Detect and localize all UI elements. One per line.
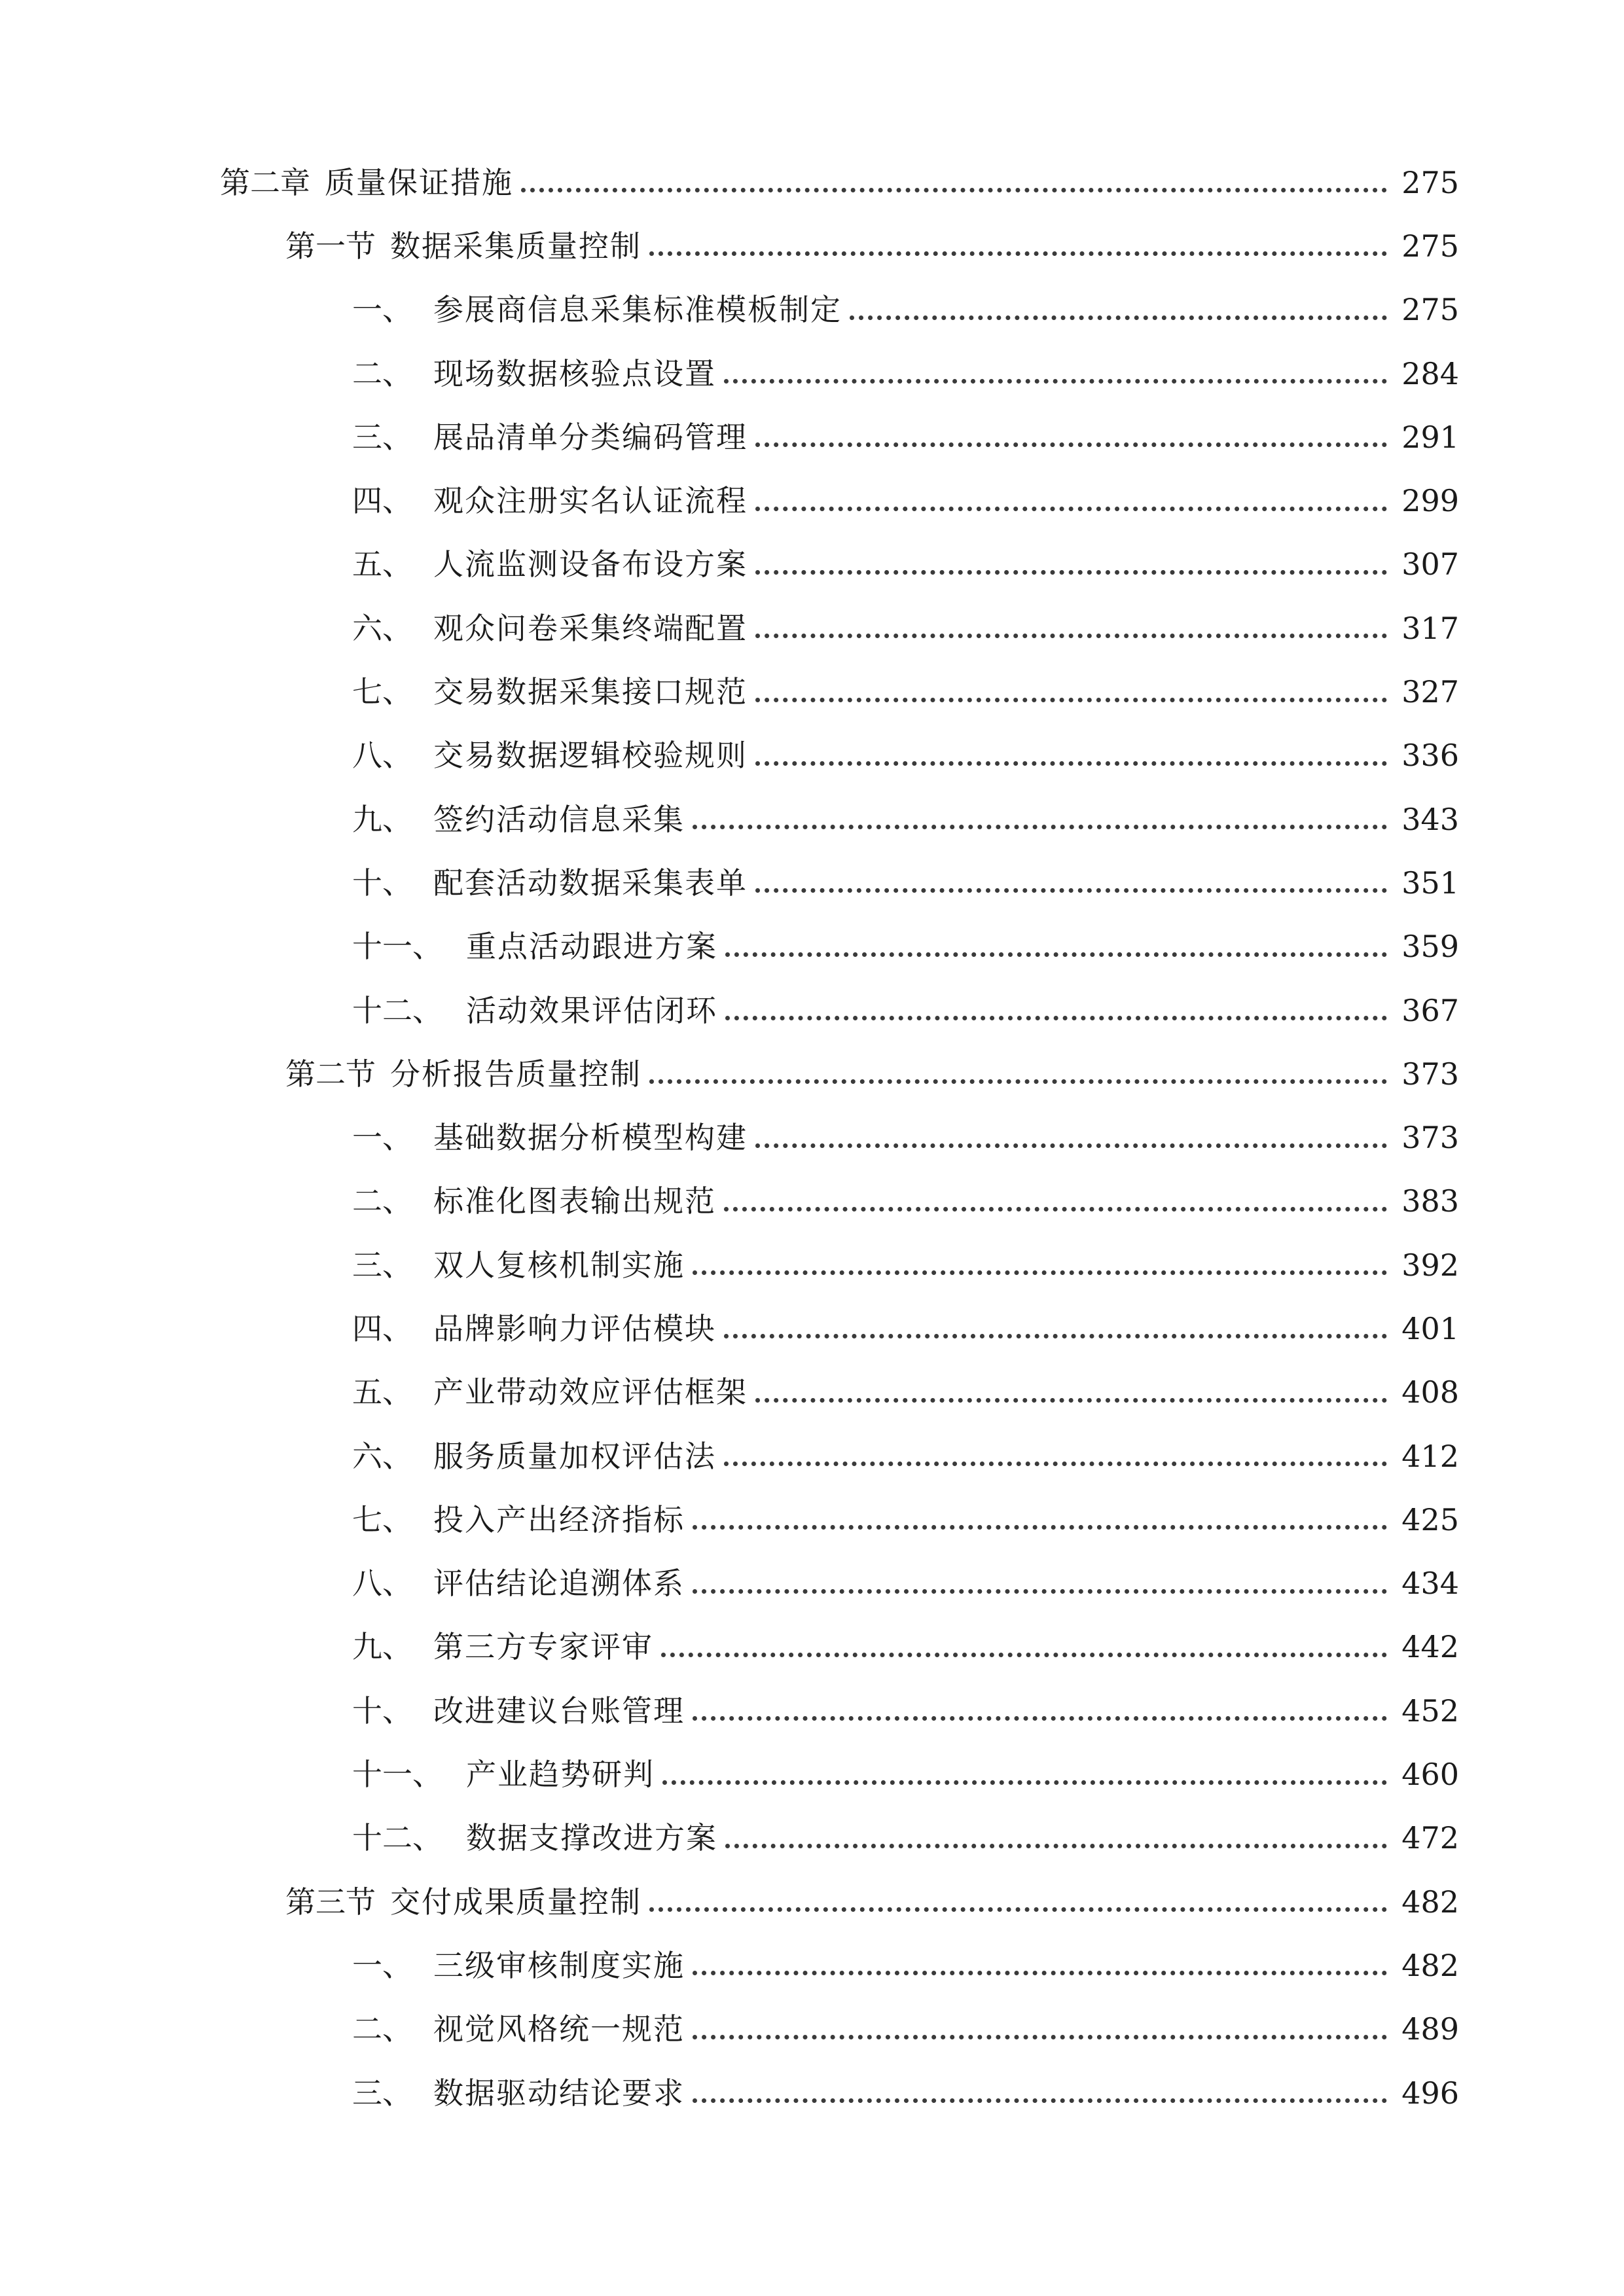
toc-subsection-entry[interactable] bbox=[0, 1742, 1624, 1806]
toc-entry-title: 展品清单分类编码管理 bbox=[433, 419, 748, 455]
toc-dot-leader bbox=[755, 507, 1387, 511]
toc-subsection-entry[interactable] bbox=[0, 1233, 1624, 1297]
toc-subsection-entry[interactable] bbox=[0, 1679, 1624, 1742]
toc-entry-page-number: 472 bbox=[1401, 1820, 1459, 1856]
toc-entry-page-number: 343 bbox=[1401, 801, 1459, 837]
toc-dot-leader bbox=[649, 1079, 1387, 1084]
toc-entry-title: 三级审核制度实施 bbox=[433, 1947, 685, 1983]
toc-entry-title: 参展商信息采集标准模板制定 bbox=[433, 292, 842, 328]
toc-entry-number: 第一节 bbox=[285, 228, 376, 264]
toc-entry-title: 双人复核机制实施 bbox=[433, 1247, 685, 1283]
toc-subsection-entry[interactable] bbox=[0, 1361, 1624, 1424]
toc-entry-title: 改进建议台账管理 bbox=[433, 1693, 685, 1729]
toc-subsection-entry[interactable] bbox=[0, 1998, 1624, 2061]
toc-entry-page-number: 275 bbox=[1401, 228, 1459, 264]
toc-entry-number: 第二节 bbox=[285, 1056, 376, 1092]
toc-dot-leader bbox=[755, 442, 1387, 447]
toc-entry-title: 交付成果质量控制 bbox=[390, 1884, 641, 1920]
toc-dot-leader bbox=[662, 1780, 1387, 1785]
toc-entry-number: 三、 bbox=[352, 1247, 412, 1283]
toc-entry-title: 活动效果评估闭环 bbox=[466, 992, 717, 1028]
toc-dot-leader bbox=[693, 2098, 1387, 2103]
toc-entry-page-number: 327 bbox=[1401, 674, 1459, 710]
toc-entry-title: 基础数据分析模型构建 bbox=[433, 1120, 748, 1156]
toc-entry-title: 签约活动信息采集 bbox=[433, 801, 685, 837]
toc-entry-title: 配套活动数据采集表单 bbox=[433, 865, 748, 901]
toc-entry-page-number: 442 bbox=[1401, 1629, 1459, 1665]
toc-entry-title: 服务质量加权评估法 bbox=[433, 1438, 716, 1474]
toc-dot-leader bbox=[755, 1398, 1387, 1403]
toc-entry-title: 分析报告质量控制 bbox=[390, 1056, 641, 1092]
toc-entry-title: 产业带动效应评估框架 bbox=[433, 1374, 748, 1410]
toc-entry-title: 现场数据核验点设置 bbox=[433, 355, 716, 391]
toc-entry-number: 十二、 bbox=[352, 1820, 442, 1856]
toc-entry-page-number: 284 bbox=[1401, 355, 1459, 391]
toc-section-entry[interactable] bbox=[0, 1042, 1624, 1105]
toc-section-entry[interactable] bbox=[0, 214, 1624, 278]
toc-dot-leader bbox=[724, 1462, 1387, 1466]
toc-entry-number: 十二、 bbox=[352, 992, 442, 1028]
toc-subsection-entry[interactable] bbox=[0, 596, 1624, 660]
toc-dot-leader bbox=[755, 761, 1387, 766]
toc-dot-leader bbox=[755, 888, 1387, 893]
toc-subsection-entry[interactable] bbox=[0, 915, 1624, 978]
toc-dot-leader bbox=[755, 570, 1387, 575]
toc-entry-number: 十一、 bbox=[352, 1757, 442, 1793]
toc-subsection-entry[interactable] bbox=[0, 1552, 1624, 1615]
toc-entry-number: 一、 bbox=[352, 1120, 412, 1156]
toc-entry-page-number: 460 bbox=[1401, 1757, 1459, 1793]
toc-dot-leader bbox=[649, 1907, 1387, 1912]
toc-entry-number: 四、 bbox=[352, 1310, 412, 1346]
toc-entry-title: 标准化图表输出规范 bbox=[433, 1183, 716, 1219]
toc-entry-title: 视觉风格统一规范 bbox=[433, 2011, 685, 2047]
toc-subsection-entry[interactable] bbox=[0, 1615, 1624, 1679]
toc-dot-leader bbox=[649, 251, 1387, 256]
toc-subsection-entry[interactable] bbox=[0, 342, 1624, 405]
toc-dot-leader bbox=[755, 634, 1387, 638]
toc-entry-page-number: 482 bbox=[1401, 1947, 1459, 1983]
toc-entry-page-number: 412 bbox=[1401, 1438, 1459, 1474]
toc-entry-number: 第二章 bbox=[220, 164, 310, 200]
toc-dot-leader bbox=[755, 1143, 1387, 1148]
toc-subsection-entry[interactable] bbox=[0, 1424, 1624, 1488]
toc-entry-number: 二、 bbox=[352, 2011, 412, 2047]
toc-dot-leader bbox=[661, 1653, 1387, 1657]
toc-entry-page-number: 367 bbox=[1401, 992, 1459, 1028]
toc-entry-title: 数据采集质量控制 bbox=[390, 228, 641, 264]
toc-subsection-entry[interactable] bbox=[0, 724, 1624, 787]
toc-entry-title: 投入产出经济指标 bbox=[433, 1501, 685, 1537]
toc-dot-leader bbox=[725, 1844, 1387, 1848]
toc-entry-title: 产业趋势研判 bbox=[466, 1757, 655, 1793]
toc-entry-title: 人流监测设备布设方案 bbox=[433, 547, 748, 583]
toc-dot-leader bbox=[693, 1971, 1387, 1975]
toc-entry-page-number: 408 bbox=[1401, 1374, 1459, 1410]
toc-subsection-entry[interactable] bbox=[0, 1105, 1624, 1169]
toc-dot-leader bbox=[725, 952, 1387, 957]
toc-subsection-entry[interactable] bbox=[0, 533, 1624, 596]
toc-entry-title: 品牌影响力评估模块 bbox=[433, 1310, 716, 1346]
toc-subsection-entry[interactable] bbox=[0, 1297, 1624, 1360]
toc-entry-number: 二、 bbox=[352, 1183, 412, 1219]
toc-entry-page-number: 373 bbox=[1401, 1056, 1459, 1092]
toc-entry-number: 三、 bbox=[352, 2075, 412, 2111]
toc-subsection-entry[interactable] bbox=[0, 1170, 1624, 1233]
toc-dot-leader bbox=[693, 1716, 1387, 1721]
toc-dot-leader bbox=[850, 315, 1387, 320]
toc-entry-number: 三、 bbox=[352, 419, 412, 455]
toc-entry-number: 七、 bbox=[352, 1501, 412, 1537]
toc-entry-page-number: 401 bbox=[1401, 1310, 1459, 1346]
toc-chapter-entry[interactable] bbox=[0, 151, 1624, 214]
toc-entry-title: 质量保证措施 bbox=[325, 164, 513, 200]
toc-section-entry[interactable] bbox=[0, 1870, 1624, 1933]
toc-dot-leader bbox=[755, 698, 1387, 702]
toc-entry-number: 十一、 bbox=[352, 929, 442, 965]
toc-entry-page-number: 373 bbox=[1401, 1120, 1459, 1156]
toc-dot-leader bbox=[521, 188, 1387, 192]
toc-subsection-entry[interactable] bbox=[0, 787, 1624, 851]
toc-subsection-entry[interactable] bbox=[0, 405, 1624, 469]
toc-subsection-entry[interactable] bbox=[0, 978, 1624, 1042]
toc-entry-page-number: 307 bbox=[1401, 547, 1459, 583]
toc-entry-title: 数据支撑改进方案 bbox=[466, 1820, 717, 1856]
toc-entry-title: 交易数据采集接口规范 bbox=[433, 674, 748, 710]
toc-subsection-entry[interactable] bbox=[0, 1488, 1624, 1551]
toc-entry-page-number: 434 bbox=[1401, 1566, 1459, 1602]
toc-subsection-entry[interactable] bbox=[0, 278, 1624, 342]
toc-entry-number: 五、 bbox=[352, 1374, 412, 1410]
toc-dot-leader bbox=[693, 825, 1387, 829]
toc-entry-title: 数据驱动结论要求 bbox=[433, 2075, 685, 2111]
toc-entry-page-number: 489 bbox=[1401, 2011, 1459, 2047]
toc-entry-page-number: 392 bbox=[1401, 1247, 1459, 1283]
toc-entry-title: 重点活动跟进方案 bbox=[466, 929, 717, 965]
toc-dot-leader bbox=[724, 379, 1387, 384]
toc-entry-page-number: 425 bbox=[1401, 1501, 1459, 1537]
toc-subsection-entry[interactable] bbox=[0, 660, 1624, 723]
toc-subsection-entry[interactable] bbox=[0, 851, 1624, 914]
toc-entry-number: 九、 bbox=[352, 1629, 412, 1665]
toc-entry-title: 交易数据逻辑校验规则 bbox=[433, 738, 748, 774]
toc-entry-number: 八、 bbox=[352, 738, 412, 774]
toc-entry-title: 第三方专家评审 bbox=[433, 1629, 653, 1665]
toc-entry-title: 观众问卷采集终端配置 bbox=[433, 610, 748, 646]
toc-dot-leader bbox=[693, 2035, 1387, 2039]
toc-entry-number: 第三节 bbox=[285, 1884, 376, 1920]
toc-entry-number: 四、 bbox=[352, 483, 412, 519]
toc-entry-page-number: 317 bbox=[1401, 610, 1459, 646]
toc-entry-number: 二、 bbox=[352, 355, 412, 391]
toc-entry-number: 十、 bbox=[352, 1693, 412, 1729]
toc-entry-page-number: 496 bbox=[1401, 2075, 1459, 2111]
toc-entry-page-number: 336 bbox=[1401, 738, 1459, 774]
toc-subsection-entry[interactable] bbox=[0, 1806, 1624, 1870]
toc-dot-leader bbox=[693, 1589, 1387, 1594]
toc-entry-page-number: 275 bbox=[1401, 292, 1459, 328]
toc-dot-leader bbox=[724, 1334, 1387, 1338]
toc-entry-number: 六、 bbox=[352, 610, 412, 646]
toc-entry-page-number: 275 bbox=[1401, 164, 1459, 200]
toc-entry-page-number: 482 bbox=[1401, 1884, 1459, 1920]
toc-subsection-entry[interactable] bbox=[0, 469, 1624, 532]
toc-entry-page-number: 351 bbox=[1401, 865, 1459, 901]
table-of-contents bbox=[0, 151, 1624, 2125]
toc-entry-page-number: 291 bbox=[1401, 419, 1459, 455]
toc-dot-leader bbox=[693, 1270, 1387, 1275]
toc-entry-number: 八、 bbox=[352, 1566, 412, 1602]
toc-subsection-entry[interactable] bbox=[0, 1933, 1624, 1997]
toc-entry-title: 观众注册实名认证流程 bbox=[433, 483, 748, 519]
toc-entry-page-number: 299 bbox=[1401, 483, 1459, 519]
toc-dot-leader bbox=[724, 1207, 1387, 1211]
toc-entry-page-number: 452 bbox=[1401, 1693, 1459, 1729]
toc-entry-number: 五、 bbox=[352, 547, 412, 583]
toc-entry-number: 九、 bbox=[352, 801, 412, 837]
toc-subsection-entry[interactable] bbox=[0, 2061, 1624, 2125]
toc-entry-number: 六、 bbox=[352, 1438, 412, 1474]
toc-entry-number: 一、 bbox=[352, 1947, 412, 1983]
toc-dot-leader bbox=[693, 1525, 1387, 1530]
toc-entry-number: 七、 bbox=[352, 674, 412, 710]
toc-entry-title: 评估结论追溯体系 bbox=[433, 1566, 685, 1602]
toc-entry-number: 一、 bbox=[352, 292, 412, 328]
toc-dot-leader bbox=[725, 1016, 1387, 1020]
toc-entry-page-number: 359 bbox=[1401, 929, 1459, 965]
toc-entry-number: 十、 bbox=[352, 865, 412, 901]
toc-entry-page-number: 383 bbox=[1401, 1183, 1459, 1219]
